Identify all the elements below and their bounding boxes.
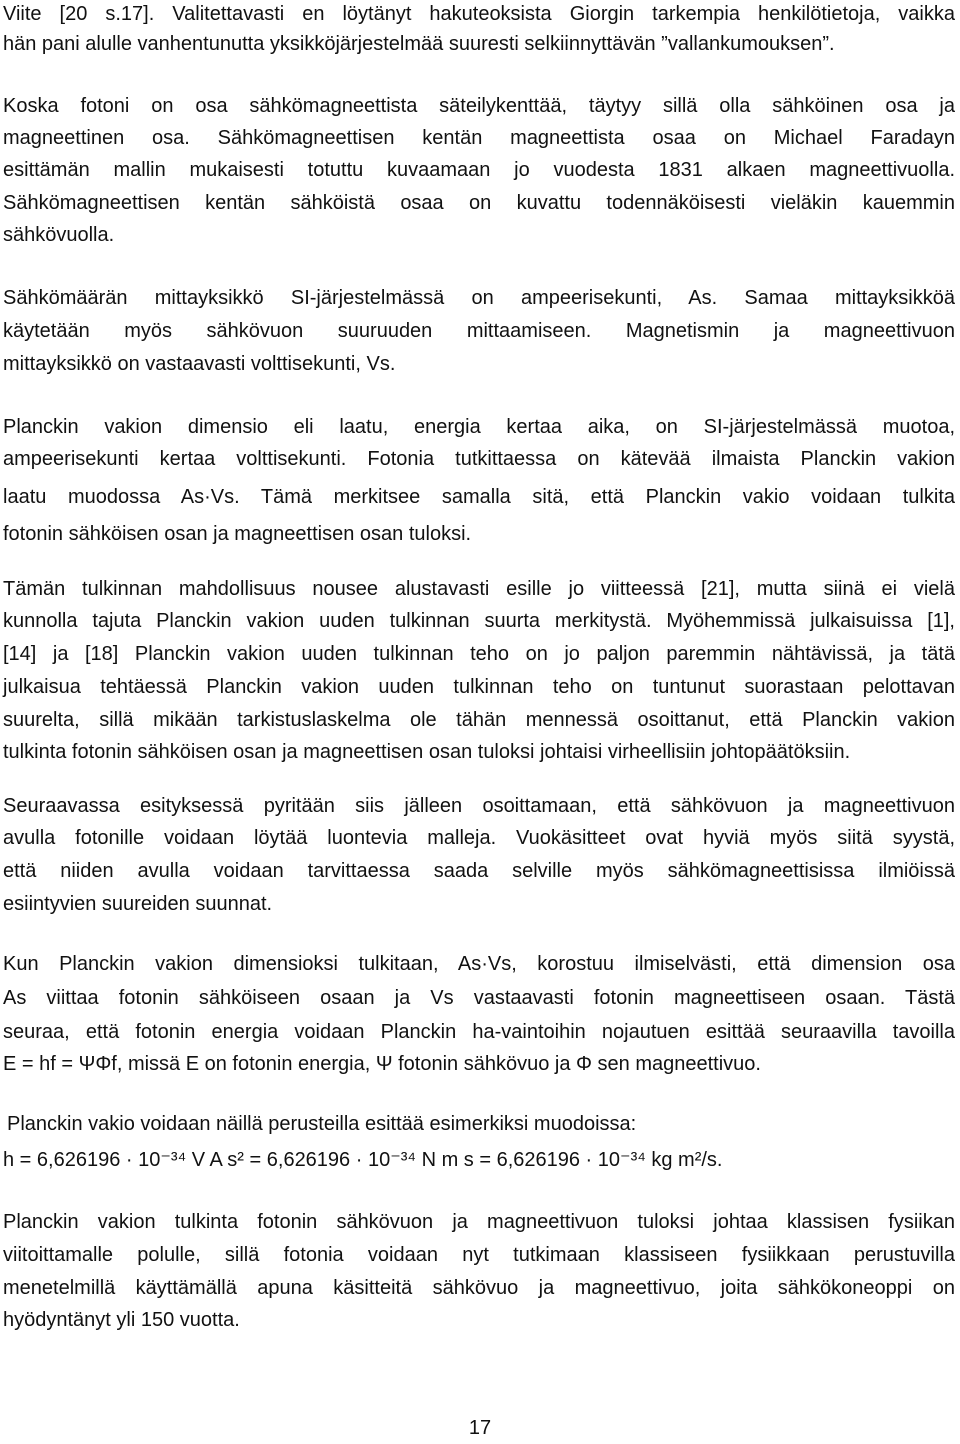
text-line: Seuraavassa esityksessä pyritään siis jälleen osoittamaan, että sähkövuon ja magneettivuon (3, 795, 955, 817)
text-line: hyödyntänyt yli 150 vuotta. (3, 1309, 240, 1331)
text-line: esiintyvien suureiden suunnat. (3, 893, 273, 915)
text-line: Sähkömäärän mittayksikkö SI-järjestelmässä on ampeerisekunti, As. Samaa mittayksikköä (3, 287, 955, 309)
page-number: 17 (468, 1417, 492, 1439)
text-line: sähkövuolla. (3, 224, 115, 246)
text-line: tulkinta fotonin sähköisen osan ja magneettisen osan tuloksi johtaisi virheellisiin johtopäätöksiin. (3, 741, 851, 763)
text-line: mittayksikkö on vastaavasti volttisekunti, Vs. (3, 353, 396, 375)
text-line: ampeerisekunti kertaa volttisekunti. Fotonia tutkittaessa on kätevää ilmaista Planckin vakion (3, 448, 955, 470)
text-line: julkaisua tehtäessä Planckin vakion uuden tulkinnan teho on tuntunut suorastaan pelottavan (3, 676, 955, 698)
text-line: seuraa, että fotonin energia voidaan Planckin ha-vaintoihin nojautuen esittää seuraavilla tavoilla (3, 1021, 955, 1043)
text-line: Koska fotoni on osa sähkömagneettista säteilykenttää, täytyy sillä olla sähköinen osa ja (3, 95, 955, 117)
text-line: Planckin vakio voidaan näillä perusteilla esittää esimerkiksi muodoissa: (7, 1113, 637, 1135)
text-line: viitoittamalle polulle, sillä fotonia voidaan nyt tutkimaan klassiseen fysiikkaan perustuvilla (3, 1244, 955, 1266)
text-line: Viite [20 s.17]. Valitettavasti en löytänyt hakuteoksista Giorgin tarkempia henkilötietoja, vaikka (3, 3, 955, 25)
text-line: Kun Planckin vakion dimensioksi tulkitaan, As·Vs, korostuu ilmiselvästi, että dimension osa (3, 953, 955, 975)
energy-formula-line: E = hf = ΨΦf, missä E on fotonin energia, Ψ fotonin sähkövuo ja Φ sen magneettivuo. (3, 1053, 761, 1075)
text-line: hän pani alulle vanhentunutta yksikköjärjestelmää suuresti selkiinnyttävän ”vallankumouksen”. (3, 33, 835, 55)
text-line: avulla fotonille voidaan löytää luontevia malleja. Vuokäsitteet ovat hyviä myös siitä syystä, (3, 827, 955, 849)
text-line: esittämän mallin mukaisesti totuttu kuvaamaan jo vuodesta 1831 alkaen magneettivuolla. (3, 159, 955, 181)
text-line: Sähkömagneettisen kentän sähköistä osaa on kuvattu todennäköisesti vieläkin kauemmin (3, 192, 955, 214)
text-line: että niiden avulla voidaan tarvittaessa saada selville myös sähkömagneettisissa ilmiöissä (3, 860, 955, 882)
text-line: magneettinen osa. Sähkömagneettisen kentän magneettista osaa on Michael Faradayn (3, 127, 955, 149)
text-line: Planckin vakion tulkinta fotonin sähkövuon ja magneettivuon tuloksi johtaa klassisen fysiikan (3, 1211, 955, 1233)
planck-constant-formula: h = 6,626196 · 10⁻³⁴ V A s² = 6,626196 · 10⁻³⁴ N m s = 6,626196 · 10⁻³⁴ kg m²/s. (3, 1149, 723, 1171)
text-line: fotonin sähköisen osan ja magneettisen osan tuloksi. (3, 523, 472, 545)
text-line: suurelta, sillä mikään tarkistuslaskelma ole tähän mennessä osoittanut, että Planckin vakion (3, 709, 955, 731)
text-line: kunnolla tajuta Planckin vakion uuden tulkinnan suurta merkitystä. Myöhemmissä julkaisuissa [1], (3, 610, 955, 632)
text-line: Planckin vakion dimensio eli laatu, energia kertaa aika, on SI-järjestelmässä muotoa, (3, 416, 955, 438)
text-line: Tämän tulkinnan mahdollisuus nousee alustavasti esille jo viitteessä [21], mutta siinä ei vielä (3, 578, 955, 600)
text-line: menetelmillä käyttämällä apuna käsitteitä sähkövuo ja magneettivuo, joita sähkökoneoppi on (3, 1277, 955, 1299)
text-line: As viittaa fotonin sähköiseen osaan ja Vs vastaavasti fotonin magneettiseen osaan. Tästä (3, 987, 955, 1009)
text-line: käytetään myös sähkövuon suuruuden mittaamiseen. Magnetismin ja magneettivuon (3, 320, 955, 342)
text-line: [14] ja [18] Planckin vakion uuden tulkinnan teho on jo paljon paremmin nähtävissä, ja tätä (3, 643, 955, 665)
text-line: laatu muodossa As·Vs. Tämä merkitsee samalla sitä, että Planckin vakio voidaan tulkita (3, 486, 955, 508)
